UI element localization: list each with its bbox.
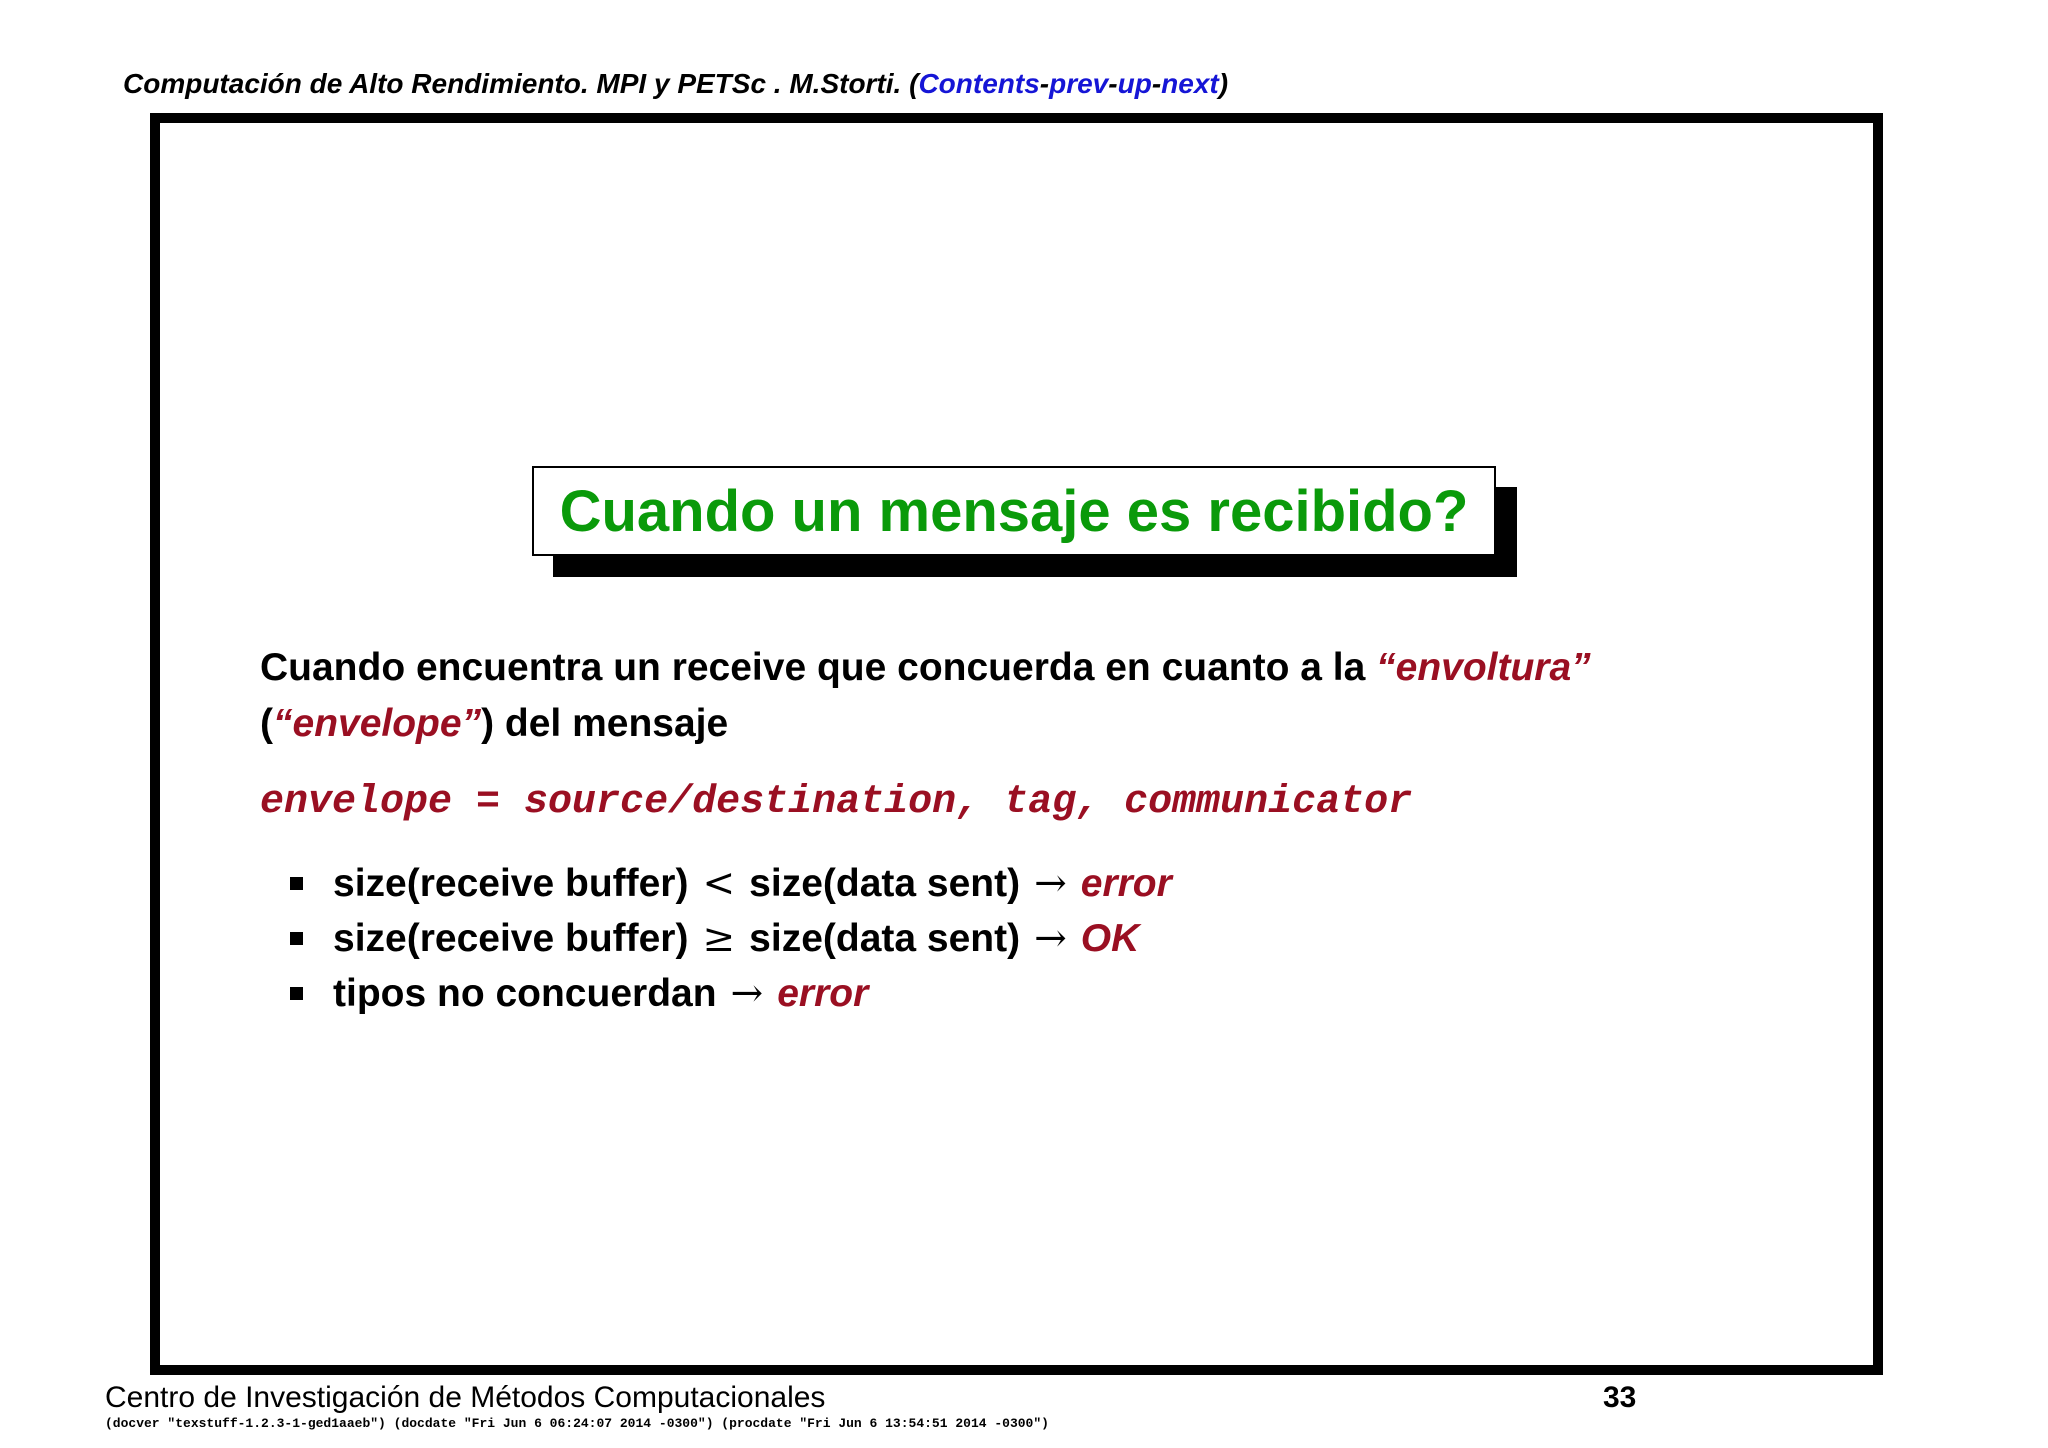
bullet-result: error [1080, 862, 1172, 905]
slide-title-box [532, 466, 1496, 556]
list-item [290, 911, 1172, 966]
footer-version-meta: (docver "texstuff-1.2.3-1-ged1aaeb") (docdate "Fri Jun 6 06:24:07 2014 -0300") (procdate "Fri Jun 6 13:54:51 2014 -0300") [105, 1416, 1049, 1431]
paragraph-text-end: ) del mensaje [481, 702, 729, 745]
term-envoltura: “envoltura” [1376, 646, 1591, 689]
page-number: 33 [1603, 1381, 1637, 1414]
less-than-symbol: < [702, 861, 736, 906]
nav-next-link[interactable]: next [1161, 68, 1219, 99]
nav-contents-link[interactable]: Contents [918, 68, 1040, 99]
bullet-result: error [777, 972, 869, 1015]
intro-paragraph [260, 640, 1740, 752]
right-arrow-icon: → [730, 971, 764, 1016]
nav-up-link[interactable]: up [1117, 68, 1152, 99]
bullet-result: OK [1080, 917, 1140, 960]
list-item [290, 966, 1172, 1021]
header-text: Computación de Alto Rendimiento. MPI y PETSc . M.Storti. ( [123, 68, 919, 99]
footer-institution: Centro de Investigación de Métodos Computacionales [105, 1381, 826, 1414]
nav-separator: - [1108, 68, 1118, 99]
nav-prev-link[interactable]: prev [1049, 68, 1109, 99]
bullet-square-icon [290, 877, 303, 890]
list-item [290, 856, 1172, 911]
bullet-left: size(receive buffer) [333, 917, 689, 960]
header-close-paren: ) [1218, 68, 1229, 99]
running-header [123, 64, 1228, 104]
nav-separator: - [1039, 68, 1050, 99]
slide-title: Cuando un mensaje es recibido? [559, 478, 1469, 544]
bullet-square-icon [290, 932, 303, 945]
term-envelope: “envelope” [273, 702, 482, 745]
right-arrow-icon: → [1034, 861, 1067, 906]
greater-equal-symbol: ≥ [702, 916, 736, 961]
paragraph-text: Cuando encuentra un receive que concuerda en cuanto a la [260, 646, 1377, 689]
bullet-right: size(data sent) [749, 917, 1021, 960]
bullet-left: size(receive buffer) [333, 862, 689, 905]
bullet-square-icon [290, 987, 303, 1000]
envelope-code-line: envelope = source/destination, tag, communicator [260, 780, 1413, 825]
bullet-list [290, 856, 1172, 1021]
paragraph-open-paren: ( [260, 702, 273, 745]
bullet-left: tipos no concuerdan [333, 972, 717, 1015]
nav-separator: - [1151, 68, 1162, 99]
bullet-right: size(data sent) [749, 862, 1021, 905]
right-arrow-icon: → [1034, 916, 1067, 961]
